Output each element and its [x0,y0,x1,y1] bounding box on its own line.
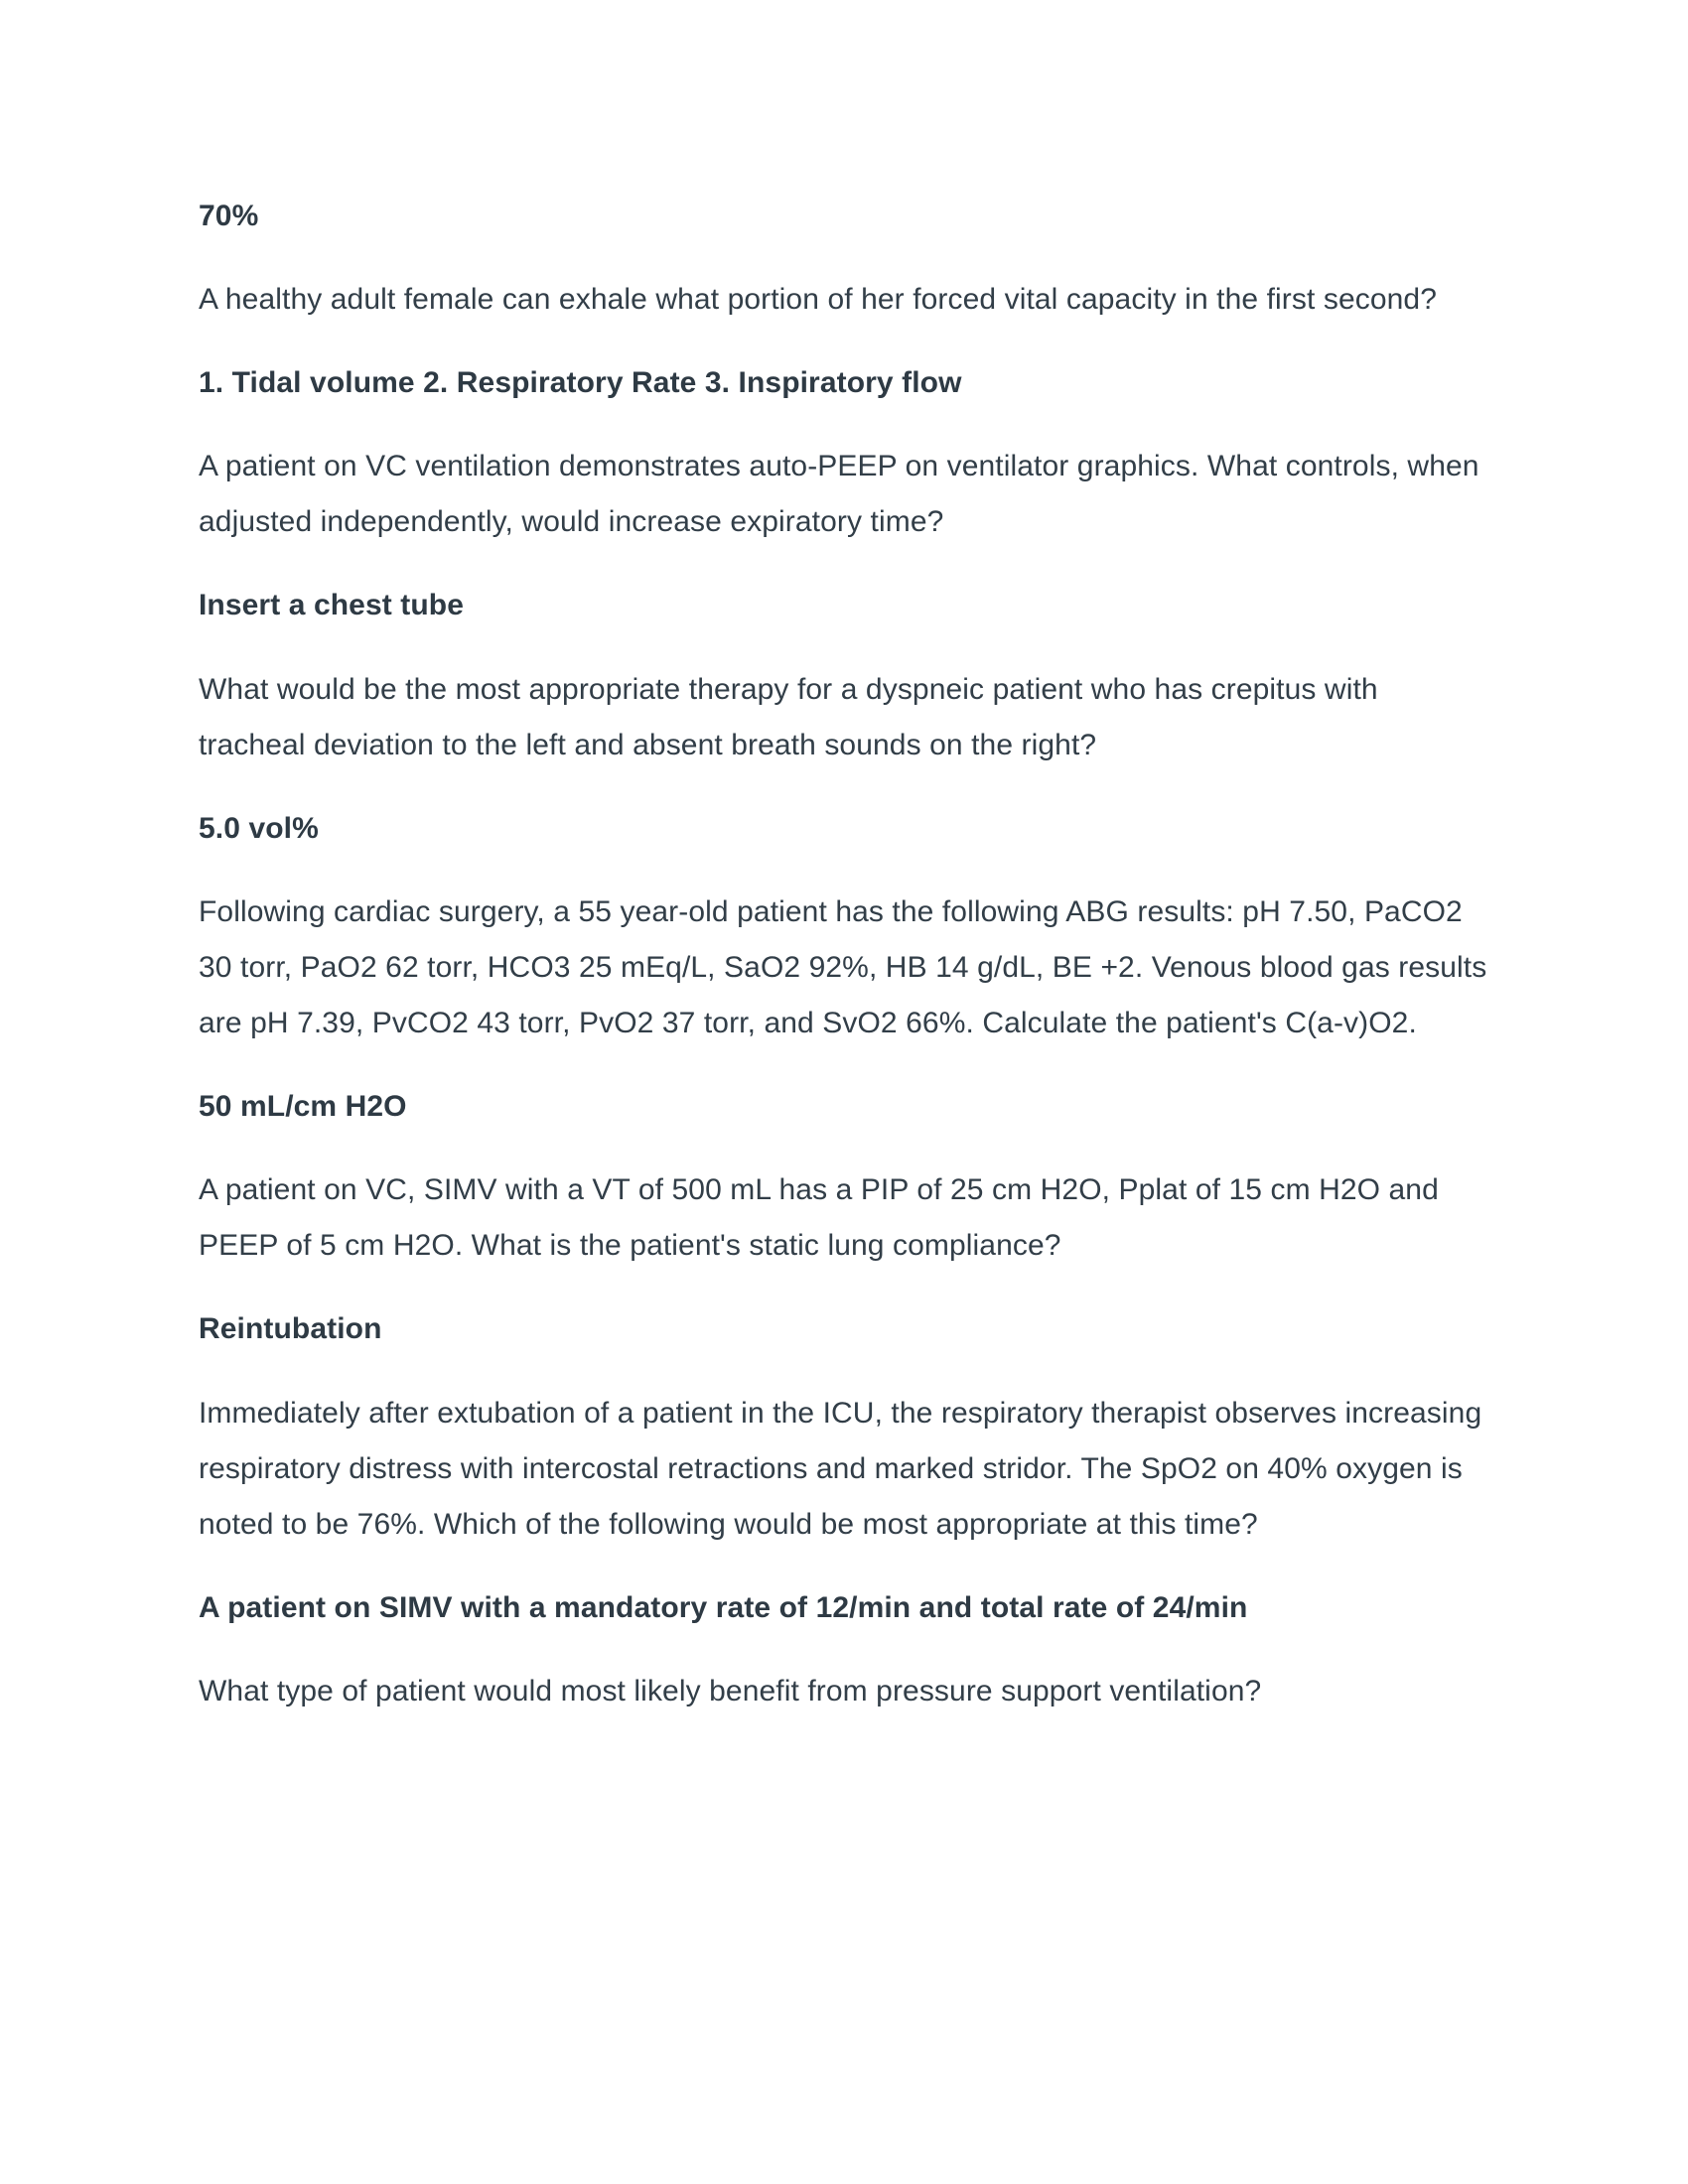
flashcard-answer-6: 5.0 vol% [199,811,319,845]
flashcard-question-1: A healthy adult female can exhale what portion of her forced vital capacity in the first second? [199,283,1437,317]
flashcard-answer-12: A patient on SIMV with a mandatory rate of 12/min and total rate of 24/min [199,1590,1248,1624]
flashcard-answer-2: 1. Tidal volume 2. Respiratory Rate 3. Inspiratory flow [199,366,962,400]
flashcard-question-13: What type of patient would most likely benefit from pressure support ventilation? [199,1674,1262,1707]
flashcard-question-3: A patient on VC ventilation demonstrates auto-PEEP on ventilator graphics. What controls, when adjusted independently, would increase expiratory time? [199,450,1479,539]
flashcard-answer-0: 70% [199,200,259,232]
flashcard-answer-4: Insert a chest tube [199,589,464,622]
flashcard-question-11: Immediately after extubation of a patient in the ICU, the respiratory therapist observes increasing respiratory distress with intercostal retractions and marked stridor. The SpO2 on 40% oxygen is noted to be 76%. Which of the following would be most appropriate at this time? [199,1396,1482,1541]
flashcard-answer-10: Reintubation [199,1312,382,1346]
flashcard-question-5: What would be the most appropriate therapy for a dyspneic patient who has crepitus with tracheal deviation to the left and absent breath sounds on the right? [199,672,1378,761]
flashcard-question-7: Following cardiac surgery, a 55 year-old patient has the following ABG results: pH 7.50, PaCO2 30 torr, PaO2 62 torr, HCO3 25 mEq/L, SaO2 92%, HB 14 g/dL, BE +2. Venous blood gas results are pH 7.39, PvCO2 43 torr, PvO2 37 torr, and SvO2 66%. Calculate the patient's C(a-v)O2. [199,894,1487,1040]
flashcard-answer-8: 50 mL/cm H2O [199,1090,407,1124]
flashcard-question-9: A patient on VC, SIMV with a VT of 500 mL has a PIP of 25 cm H2O, Pplat of 15 cm H2O and PEEP of 5 cm H2O. What is the patient's static lung compliance? [199,1173,1439,1263]
